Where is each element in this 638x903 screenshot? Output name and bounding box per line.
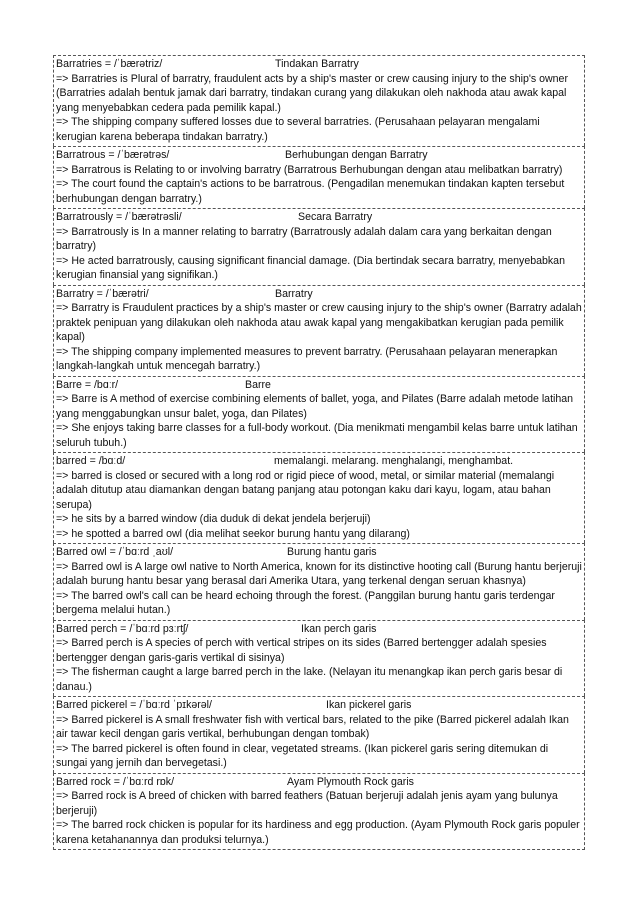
entry-barre <box>53 376 585 453</box>
entry-barratry <box>53 285 585 376</box>
example-line: => The shipping company implemented measures to prevent barratry. (Perusahaan pelayaran menerapkan langkah-langkah untuk mencegah barratry.) <box>56 345 558 372</box>
translation: Tindakan Barratry <box>275 58 359 70</box>
headword: Barred owl = /ˈbɑːrd ˌaʊl/ <box>56 546 174 558</box>
definition-line: => Barred perch is A species of perch with vertical stripes on its sides (Barred bertengger adalah spesies bertengger dengan garis-garis vertikal di sisinya) <box>56 637 547 664</box>
example-line: => The barred pickerel is often found in clear, vegetated streams. (Ikan pickerel garis sering ditemukan di sungai yang jernih dan bervegetasi.) <box>56 742 549 769</box>
definition-line: => Barratry is Fraudulent practices by a ship's master or crew causing injury to the ship's owner (Barratry adalah praktek penipuan yang dilakukan oleh nakhoda atau awak kapal yang mengakibatkan kerugian pada pemilik kapal) <box>56 302 582 343</box>
translation: Ikan pickerel garis <box>326 699 412 711</box>
example-line: => The shipping company suffered losses due to several barratries. (Perusahaan pelayaran mengalami kerugian karena beberapa tindakan barratry.) <box>56 116 540 143</box>
example-line: => She enjoys taking barre classes for a full-body workout. (Dia menikmati mengambil kelas barre untuk latihan seluruh tubuh.) <box>56 422 578 449</box>
example-line: => He acted barratrously, causing significant financial damage. (Dia bertindak secara barratry, menyebabkan kerugian finansial yang signifikan.) <box>56 254 565 281</box>
headword: Barratrously = /ˈbærətrəsli/ <box>56 211 182 223</box>
translation: Burung hantu garis <box>287 546 377 558</box>
translation: Barre <box>245 378 271 391</box>
headword: Barre = /bɑːr/ <box>56 378 119 391</box>
entry-barred-owl <box>53 543 585 620</box>
headword: Barred perch = /ˈbɑːrd pɜːrtʃ/ <box>56 622 189 635</box>
definition-line: => Barratrously is In a manner relating to barratry (Barratrously adalah dalam cara yang berkaitan dengan barratry) <box>56 225 552 252</box>
entry-barred-perch <box>53 620 585 697</box>
example-line: => The court found the captain's actions to be barratrous. (Pengadilan menemukan tindakan kapten tersebut berhubungan dengan barratry.) <box>56 178 565 205</box>
translation: Ikan perch garis <box>301 622 377 635</box>
definition-line: => Barred pickerel is A small freshwater fish with vertical bars, related to the pike (Barred pickerel adalah Ikan air tawar kecil dengan garis vertikal, berhubungan dengan tombak) <box>56 713 569 740</box>
headword: Barratry = /ˈbærətri/ <box>56 287 149 300</box>
headword: Barred rock = /ˈbɑːrd rɒk/ <box>56 775 175 788</box>
example-line: => he sits by a barred window (dia duduk di dekat jendela berjeruji) <box>56 513 371 525</box>
translation: Ayam Plymouth Rock garis <box>287 775 414 788</box>
example-line: => The fisherman caught a large barred perch in the lake. (Nelayan itu menangkap ikan perch garis besar di danau.) <box>56 666 563 693</box>
headword: Barratrous = /ˈbærətrəs/ <box>56 149 170 161</box>
headword: Barratries = /ˈbærətriz/ <box>56 58 163 70</box>
example-line: => he spotted a barred owl (dia melihat seekor burung hantu yang dilarang) <box>56 527 410 540</box>
dictionary-sheet <box>53 55 585 850</box>
example-line: => The barred owl's call can be heard echoing through the forest. (Panggilan burung hantu garis terdengar bergema melalui hutan.) <box>56 589 555 616</box>
example-line: => The barred rock chicken is popular for its hardiness and egg production. (Ayam Plymouth Rock garis populer karena ketahanannya dan produksi telurnya.) <box>56 819 580 846</box>
entry-barratries <box>53 55 585 146</box>
entry-barred-pickerel <box>53 696 585 773</box>
entry-barratrous <box>53 146 585 208</box>
definition-line: => Barratrous is Relating to or involving barratry (Barratrous Berhubungan dengan atau melibatkan barratry) <box>56 163 563 176</box>
entry-barred <box>53 452 585 543</box>
definition-line: => Barratries is Plural of barratry, fraudulent acts by a ship's master or crew causing injury to the ship's owner (Barratries adalah bentuk jamak dari barratry, tindakan curang yang dilakukan oleh nakhoda atau awak kapal yang menyebabkan cedera pada pemilik kapal.) <box>56 72 568 114</box>
definition-line: => barred is closed or secured with a long rod or rigid piece of wood, metal, or similar material (memalangi adalah ditutup atau diamankan dengan batang panjang atau potongan kaku dari kayu, logam, atau bahan serupa) <box>56 469 555 511</box>
translation: Secara Barratry <box>298 211 373 223</box>
translation: memalangi. melarang. menghalangi, menghambat. <box>274 455 514 467</box>
definition-line: => Barred rock is A breed of chicken with barred feathers (Batuan berjeruji adalah jenis ayam yang bulunya berjeruji) <box>56 790 558 817</box>
definition-line: => Barred owl is A large owl native to North America, known for its distinctive hooting call (Burung hantu berjeruji adalah burung hantu besar yang berasal dari Amerika Utara, yang terkenal dengan seruan khasnya) <box>56 560 582 587</box>
headword: barred = /bɑːd/ <box>56 455 126 467</box>
definition-line: => Barre is A method of exercise combining elements of ballet, yoga, and Pilates (Barre adalah metode latihan yang menggabungkan unsur balet, yoga, dan Pilates) <box>56 393 574 420</box>
entry-barred-rock <box>53 773 585 851</box>
headword: Barred pickerel = /ˈbɑːrd ˈpɪkərəl/ <box>56 699 212 711</box>
translation: Berhubungan dengan Barratry <box>285 149 428 161</box>
translation: Barratry <box>275 287 313 300</box>
entry-barratrously <box>53 208 585 285</box>
